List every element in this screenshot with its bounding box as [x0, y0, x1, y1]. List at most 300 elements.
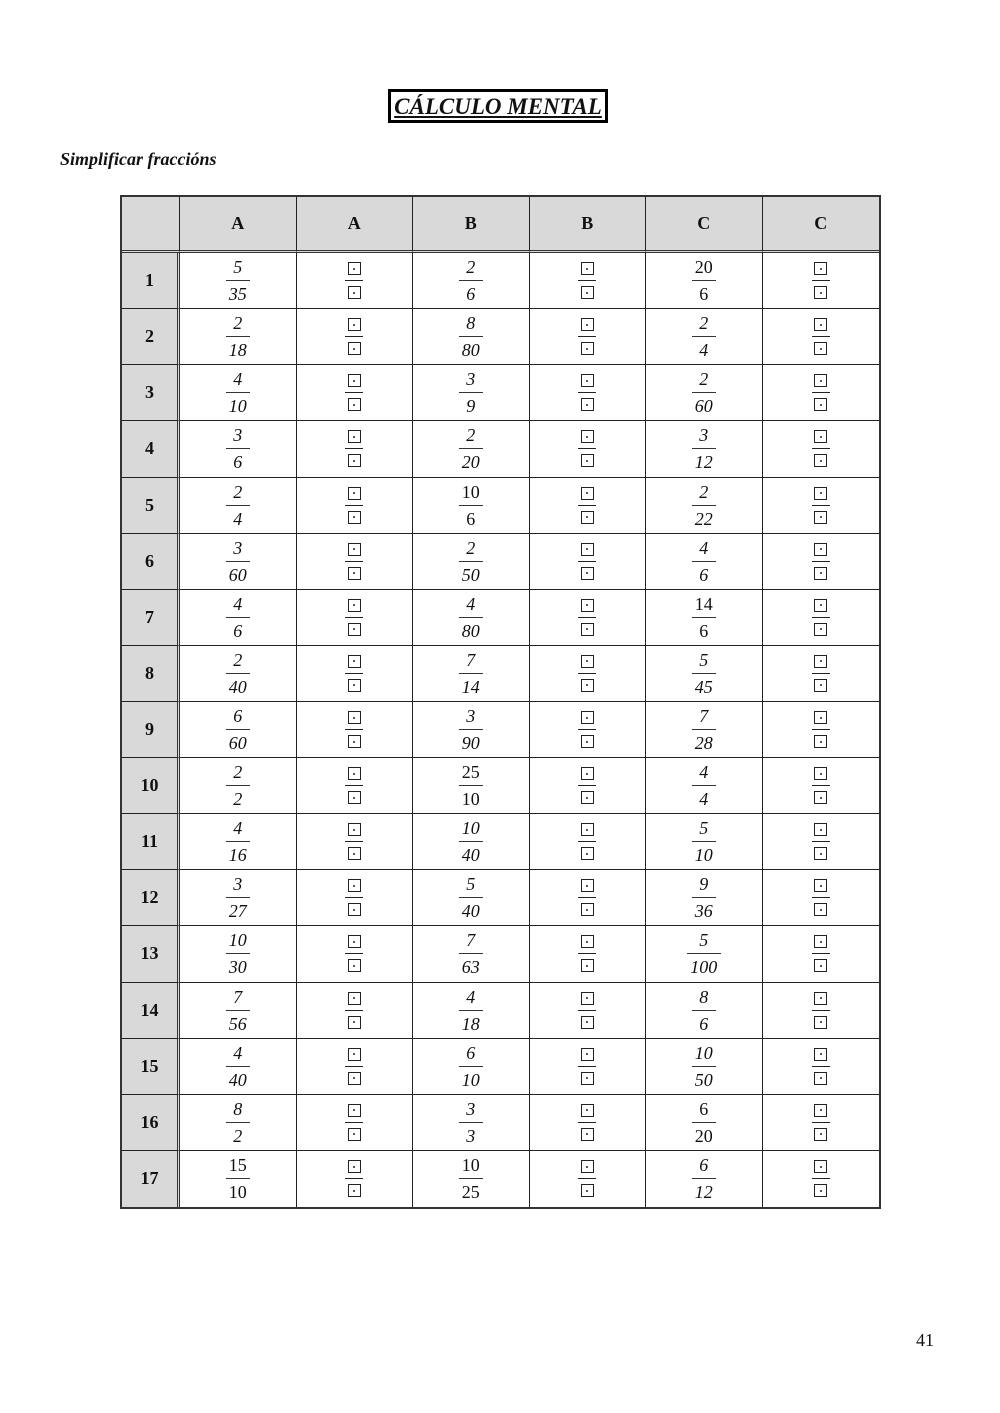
answer-denominator-box[interactable]	[581, 903, 594, 916]
answer-numerator-box[interactable]	[814, 1048, 827, 1061]
fraction	[692, 256, 716, 305]
row-label: 16	[122, 1095, 180, 1151]
denominator: 40	[228, 676, 247, 697]
fraction-cell	[180, 253, 297, 309]
numerator: 7	[233, 986, 243, 1007]
answer-denominator-box[interactable]	[581, 623, 594, 636]
answer-denominator-box[interactable]	[814, 1072, 827, 1085]
denominator: 20	[461, 452, 480, 473]
answer-numerator-box[interactable]	[348, 1048, 361, 1061]
answer-cell	[530, 309, 647, 365]
denominator: 60	[694, 396, 713, 417]
answer-denominator-box[interactable]	[814, 903, 827, 916]
answer-fraction-bar	[345, 505, 363, 506]
row-label: 8	[122, 646, 180, 702]
fraction	[226, 986, 250, 1035]
fraction	[459, 256, 483, 305]
denominator: 18	[461, 1013, 480, 1034]
section-subtitle: Simplificar fraccións	[60, 149, 217, 169]
answer-numerator-box[interactable]	[814, 1104, 827, 1117]
answer-numerator-box[interactable]	[581, 823, 594, 836]
fraction-cell	[180, 702, 297, 758]
answer-numerator-box[interactable]	[814, 430, 827, 443]
answer-fraction-slot	[578, 879, 596, 916]
answer-numerator-box[interactable]	[348, 655, 361, 668]
answer-fraction-slot	[345, 879, 363, 916]
column-header: B	[413, 197, 530, 253]
answer-fraction-slot	[812, 767, 830, 804]
denominator: 28	[694, 733, 713, 754]
answer-fraction-bar	[812, 1178, 830, 1179]
row-label: 15	[122, 1039, 180, 1095]
numerator: 20	[694, 257, 713, 278]
row-label: 10	[122, 758, 180, 814]
answer-denominator-box[interactable]	[348, 1016, 361, 1029]
answer-fraction-slot	[812, 318, 830, 355]
answer-cell	[763, 646, 880, 702]
denominator: 22	[694, 508, 713, 529]
answer-numerator-box[interactable]	[814, 1160, 827, 1173]
fraction	[226, 1154, 250, 1203]
answer-denominator-box[interactable]	[581, 454, 594, 467]
answer-numerator-box[interactable]	[581, 1160, 594, 1173]
answer-fraction-bar	[812, 392, 830, 393]
answer-numerator-box[interactable]	[581, 1048, 594, 1061]
answer-fraction-slot	[812, 655, 830, 692]
answer-fraction-bar	[578, 392, 596, 393]
answer-cell	[763, 926, 880, 982]
header-corner	[122, 197, 180, 253]
answer-fraction-bar	[578, 280, 596, 281]
answer-fraction-slot	[812, 711, 830, 748]
answer-cell	[763, 758, 880, 814]
row-label: 17	[122, 1151, 180, 1207]
denominator: 2	[233, 1125, 243, 1146]
fraction-cell	[413, 646, 530, 702]
answer-fraction-bar	[578, 617, 596, 618]
row-label: 11	[122, 814, 180, 870]
numerator: 3	[466, 1098, 476, 1119]
fraction-bar	[692, 841, 716, 842]
answer-fraction-slot	[578, 823, 596, 860]
answer-denominator-box[interactable]	[348, 679, 361, 692]
answer-numerator-box[interactable]	[348, 374, 361, 387]
fraction-bar	[226, 336, 250, 337]
answer-fraction-bar	[578, 448, 596, 449]
fraction-cell	[413, 870, 530, 926]
answer-numerator-box[interactable]	[348, 599, 361, 612]
fraction-bar	[226, 561, 250, 562]
answer-numerator-box[interactable]	[348, 711, 361, 724]
fraction-bar	[692, 1066, 716, 1067]
column-header: B	[530, 197, 647, 253]
numerator: 7	[466, 649, 476, 670]
answer-cell	[530, 534, 647, 590]
answer-denominator-box[interactable]	[814, 454, 827, 467]
answer-numerator-box[interactable]	[814, 711, 827, 724]
denominator: 10	[228, 396, 247, 417]
answer-numerator-box[interactable]	[581, 655, 594, 668]
answer-denominator-box[interactable]	[814, 679, 827, 692]
page-title: CÁLCULO MENTAL	[388, 89, 608, 123]
denominator: 35	[228, 284, 247, 305]
column-header: A	[180, 197, 297, 253]
fraction	[692, 424, 716, 473]
fraction-cell	[646, 478, 763, 534]
answer-numerator-box[interactable]	[814, 318, 827, 331]
fraction-cell	[413, 758, 530, 814]
fraction-bar	[459, 392, 483, 393]
answer-numerator-box[interactable]	[581, 374, 594, 387]
fraction-cell	[413, 983, 530, 1039]
answer-denominator-box[interactable]	[581, 1128, 594, 1141]
answer-fraction-bar	[812, 280, 830, 281]
fraction-cell	[646, 646, 763, 702]
answer-fraction-bar	[578, 785, 596, 786]
answer-denominator-box[interactable]	[348, 1128, 361, 1141]
denominator: 4	[699, 789, 709, 810]
answer-cell	[530, 702, 647, 758]
row-label: 14	[122, 983, 180, 1039]
answer-fraction-slot	[812, 430, 830, 467]
fraction	[692, 1098, 716, 1147]
answer-cell	[763, 253, 880, 309]
fraction-cell	[413, 590, 530, 646]
fraction-bar	[459, 841, 483, 842]
fraction	[459, 481, 483, 530]
answer-numerator-box[interactable]	[814, 935, 827, 948]
answer-fraction-bar	[578, 1010, 596, 1011]
fraction	[226, 873, 250, 922]
fraction	[459, 1098, 483, 1147]
denominator: 50	[694, 1069, 713, 1090]
fraction-bar	[687, 953, 721, 954]
answer-denominator-box[interactable]	[348, 847, 361, 860]
answer-cell	[297, 646, 414, 702]
answer-cell	[530, 1095, 647, 1151]
answer-denominator-box[interactable]	[581, 1016, 594, 1029]
answer-fraction-slot	[345, 767, 363, 804]
fraction-bar	[459, 897, 483, 898]
answer-numerator-box[interactable]	[581, 767, 594, 780]
answer-cell	[763, 534, 880, 590]
numerator: 14	[694, 593, 713, 614]
answer-denominator-box[interactable]	[581, 511, 594, 524]
answer-denominator-box[interactable]	[581, 847, 594, 860]
answer-denominator-box[interactable]	[814, 567, 827, 580]
answer-denominator-box[interactable]	[581, 735, 594, 748]
answer-denominator-box[interactable]	[581, 1184, 594, 1197]
answer-denominator-box[interactable]	[348, 735, 361, 748]
answer-cell	[763, 309, 880, 365]
answer-numerator-box[interactable]	[348, 1160, 361, 1173]
fraction-cell	[180, 983, 297, 1039]
fraction-cell	[646, 253, 763, 309]
answer-denominator-box[interactable]	[348, 286, 361, 299]
fraction-bar	[692, 561, 716, 562]
answer-fraction-bar	[578, 336, 596, 337]
answer-numerator-box[interactable]	[581, 262, 594, 275]
numerator: 15	[228, 1155, 247, 1176]
fraction-cell	[413, 534, 530, 590]
answer-numerator-box[interactable]	[348, 879, 361, 892]
row-label: 1	[122, 253, 180, 309]
fraction-cell	[413, 814, 530, 870]
denominator: 10	[228, 1182, 247, 1203]
numerator: 8	[233, 1098, 243, 1119]
fraction	[226, 424, 250, 473]
fraction-cell	[180, 365, 297, 421]
answer-cell	[530, 983, 647, 1039]
fraction-bar	[226, 785, 250, 786]
answer-cell	[530, 758, 647, 814]
fraction-cell	[646, 590, 763, 646]
denominator: 25	[461, 1182, 480, 1203]
answer-fraction-slot	[345, 1160, 363, 1197]
numerator: 4	[233, 369, 243, 390]
answer-denominator-box[interactable]	[581, 342, 594, 355]
numerator: 2	[466, 257, 476, 278]
fraction	[687, 929, 721, 978]
answer-denominator-box[interactable]	[814, 1128, 827, 1141]
answer-fraction-slot	[578, 1104, 596, 1141]
fraction-cell	[180, 758, 297, 814]
fraction	[692, 705, 716, 754]
answer-numerator-box[interactable]	[814, 543, 827, 556]
fraction-cell	[180, 1151, 297, 1207]
answer-denominator-box[interactable]	[581, 1072, 594, 1085]
fraction-cell	[180, 309, 297, 365]
answer-numerator-box[interactable]	[348, 430, 361, 443]
fraction-bar	[226, 280, 250, 281]
fraction-bar	[226, 1066, 250, 1067]
answer-numerator-box[interactable]	[348, 992, 361, 1005]
answer-cell	[763, 702, 880, 758]
row-label: 5	[122, 478, 180, 534]
answer-denominator-box[interactable]	[814, 286, 827, 299]
answer-denominator-box[interactable]	[814, 791, 827, 804]
answer-denominator-box[interactable]	[348, 1184, 361, 1197]
numerator: 4	[466, 986, 476, 1007]
fraction	[692, 817, 716, 866]
answer-denominator-box[interactable]	[348, 623, 361, 636]
answer-numerator-box[interactable]	[581, 992, 594, 1005]
answer-fraction-slot	[578, 935, 596, 972]
answer-fraction-slot	[345, 318, 363, 355]
answer-fraction-slot	[578, 374, 596, 411]
denominator: 20	[694, 1125, 713, 1146]
denominator: 10	[694, 845, 713, 866]
fraction	[226, 817, 250, 866]
numerator: 2	[466, 537, 476, 558]
answer-numerator-box[interactable]	[348, 487, 361, 500]
answer-fraction-bar	[812, 673, 830, 674]
answer-fraction-bar	[345, 392, 363, 393]
answer-numerator-box[interactable]	[814, 262, 827, 275]
answer-cell	[297, 421, 414, 477]
fraction-bar	[226, 1178, 250, 1179]
answer-denominator-box[interactable]	[348, 791, 361, 804]
answer-cell	[530, 253, 647, 309]
fraction-bar	[459, 280, 483, 281]
answer-fraction-slot	[578, 992, 596, 1029]
answer-denominator-box[interactable]	[581, 679, 594, 692]
answer-fraction-slot	[345, 543, 363, 580]
fraction	[226, 481, 250, 530]
answer-numerator-box[interactable]	[581, 543, 594, 556]
fraction-cell	[180, 421, 297, 477]
answer-denominator-box[interactable]	[581, 959, 594, 972]
answer-denominator-box[interactable]	[814, 1016, 827, 1029]
answer-numerator-box[interactable]	[814, 992, 827, 1005]
answer-denominator-box[interactable]	[348, 567, 361, 580]
answer-cell	[297, 478, 414, 534]
answer-denominator-box[interactable]	[814, 342, 827, 355]
answer-numerator-box[interactable]	[814, 823, 827, 836]
answer-fraction-slot	[812, 543, 830, 580]
answer-fraction-bar	[345, 1122, 363, 1123]
row-label: 2	[122, 309, 180, 365]
answer-denominator-box[interactable]	[348, 342, 361, 355]
fraction-bar	[226, 617, 250, 618]
answer-fraction-bar	[578, 841, 596, 842]
answer-numerator-box[interactable]	[814, 487, 827, 500]
answer-fraction-bar	[345, 673, 363, 674]
fraction-cell	[413, 926, 530, 982]
answer-fraction-slot	[345, 992, 363, 1029]
denominator: 60	[228, 733, 247, 754]
fraction-bar	[459, 1122, 483, 1123]
denominator: 100	[690, 957, 718, 978]
numerator: 4	[466, 593, 476, 614]
answer-fraction-bar	[578, 953, 596, 954]
answer-denominator-box[interactable]	[814, 623, 827, 636]
fraction-cell	[646, 983, 763, 1039]
answer-cell	[297, 702, 414, 758]
answer-numerator-box[interactable]	[348, 543, 361, 556]
numerator: 5	[699, 649, 709, 670]
fraction	[459, 424, 483, 473]
fraction	[459, 929, 483, 978]
fraction-cell	[180, 646, 297, 702]
answer-numerator-box[interactable]	[581, 318, 594, 331]
fraction	[692, 873, 716, 922]
answer-numerator-box[interactable]	[581, 935, 594, 948]
denominator: 6	[233, 452, 243, 473]
numerator: 10	[228, 930, 247, 951]
answer-numerator-box[interactable]	[814, 374, 827, 387]
answer-denominator-box[interactable]	[348, 454, 361, 467]
answer-denominator-box[interactable]	[581, 286, 594, 299]
numerator: 2	[466, 425, 476, 446]
answer-denominator-box[interactable]	[348, 511, 361, 524]
row-label: 6	[122, 534, 180, 590]
fraction	[226, 256, 250, 305]
answer-fraction-bar	[345, 280, 363, 281]
numerator: 2	[699, 369, 709, 390]
numerator: 2	[233, 313, 243, 334]
answer-fraction-slot	[345, 823, 363, 860]
answer-numerator-box[interactable]	[814, 599, 827, 612]
numerator: 3	[233, 874, 243, 895]
answer-numerator-box[interactable]	[581, 711, 594, 724]
answer-denominator-box[interactable]	[814, 847, 827, 860]
answer-fraction-slot	[812, 879, 830, 916]
fraction-cell	[646, 926, 763, 982]
answer-denominator-box[interactable]	[348, 959, 361, 972]
answer-numerator-box[interactable]	[581, 487, 594, 500]
answer-denominator-box[interactable]	[348, 398, 361, 411]
numerator: 6	[699, 1155, 709, 1176]
answer-numerator-box[interactable]	[348, 262, 361, 275]
fraction	[459, 1154, 483, 1203]
answer-numerator-box[interactable]	[814, 879, 827, 892]
numerator: 4	[699, 537, 709, 558]
answer-denominator-box[interactable]	[814, 959, 827, 972]
answer-numerator-box[interactable]	[348, 1104, 361, 1117]
fraction	[692, 368, 716, 417]
fraction-bar	[459, 1178, 483, 1179]
fraction-bar	[226, 953, 250, 954]
fraction-cell	[646, 870, 763, 926]
fraction-bar	[692, 392, 716, 393]
fraction	[226, 649, 250, 698]
answer-numerator-box[interactable]	[348, 935, 361, 948]
fraction	[459, 705, 483, 754]
answer-fraction-slot	[345, 262, 363, 299]
answer-denominator-box[interactable]	[581, 567, 594, 580]
answer-denominator-box[interactable]	[814, 511, 827, 524]
fraction	[459, 986, 483, 1035]
row-label: 3	[122, 365, 180, 421]
answer-fraction-slot	[812, 374, 830, 411]
answer-numerator-box[interactable]	[581, 599, 594, 612]
answer-fraction-bar	[812, 1122, 830, 1123]
answer-fraction-slot	[578, 1160, 596, 1197]
numerator: 4	[233, 818, 243, 839]
denominator: 10	[461, 1069, 480, 1090]
fraction	[226, 761, 250, 810]
answer-cell	[763, 870, 880, 926]
answer-numerator-box[interactable]	[348, 318, 361, 331]
answer-denominator-box[interactable]	[348, 903, 361, 916]
answer-denominator-box[interactable]	[581, 398, 594, 411]
answer-denominator-box[interactable]	[581, 791, 594, 804]
fraction	[692, 986, 716, 1035]
fraction-bar	[226, 729, 250, 730]
denominator: 50	[461, 564, 480, 585]
answer-fraction-bar	[812, 617, 830, 618]
answer-numerator-box[interactable]	[348, 767, 361, 780]
answer-denominator-box[interactable]	[814, 1184, 827, 1197]
answer-fraction-slot	[578, 655, 596, 692]
answer-numerator-box[interactable]	[581, 879, 594, 892]
answer-numerator-box[interactable]	[814, 767, 827, 780]
answer-cell	[297, 814, 414, 870]
answer-denominator-box[interactable]	[348, 1072, 361, 1085]
answer-numerator-box[interactable]	[581, 430, 594, 443]
answer-cell	[297, 534, 414, 590]
answer-denominator-box[interactable]	[814, 398, 827, 411]
answer-numerator-box[interactable]	[581, 1104, 594, 1117]
answer-numerator-box[interactable]	[348, 823, 361, 836]
answer-fraction-slot	[812, 1160, 830, 1197]
answer-denominator-box[interactable]	[814, 735, 827, 748]
answer-numerator-box[interactable]	[814, 655, 827, 668]
numerator: 3	[233, 537, 243, 558]
fraction-bar	[226, 673, 250, 674]
fraction-cell	[180, 870, 297, 926]
